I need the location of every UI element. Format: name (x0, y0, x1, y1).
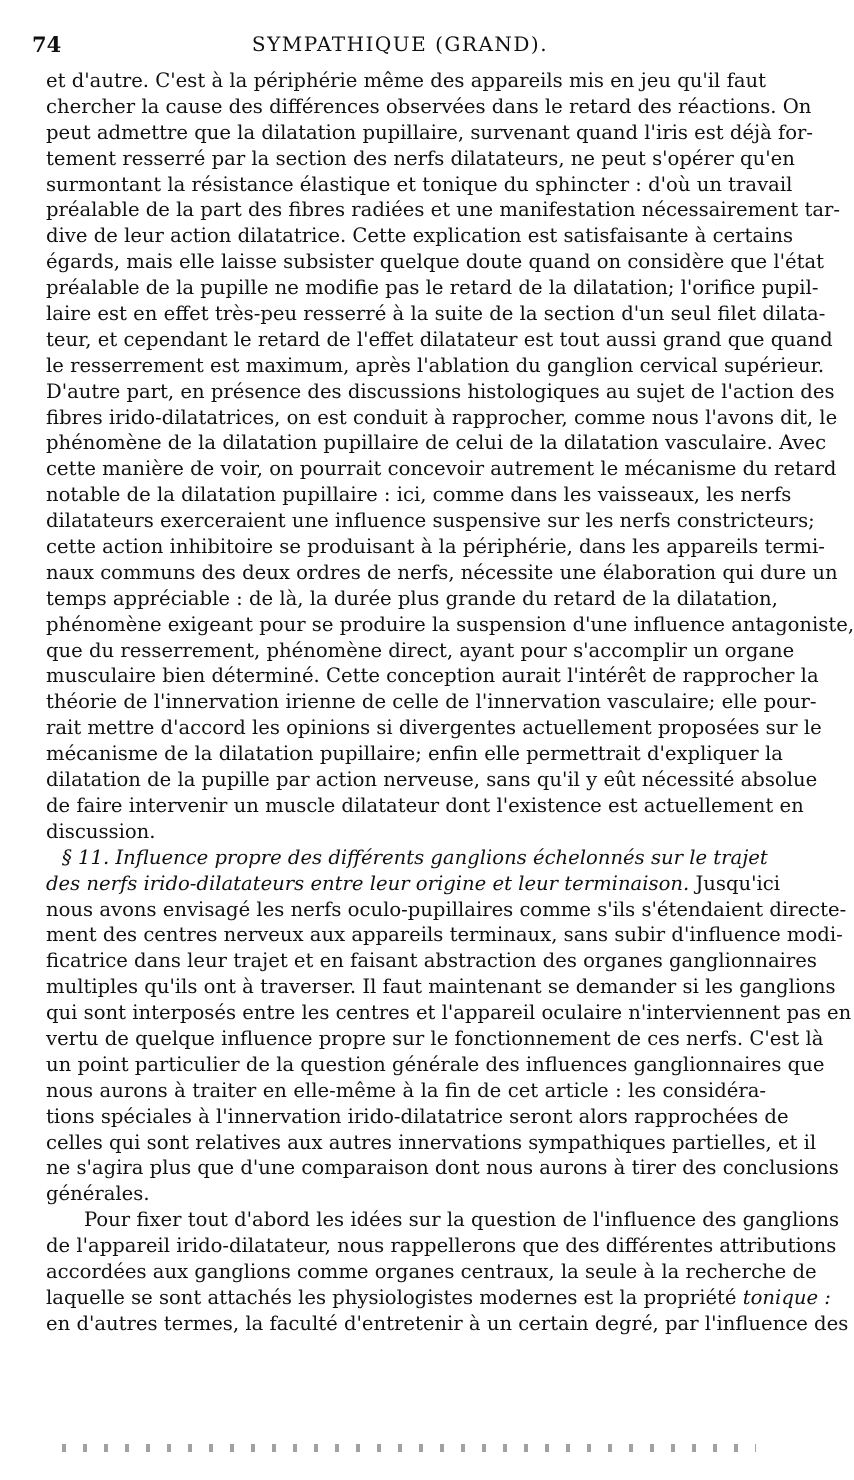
text-line: celles qui sont relatives aux autres innervations sympathiques partielles, et il (46, 1130, 817, 1154)
text-fragment: laquelle se sont attachés les physiologistes modernes est la propriété (46, 1285, 737, 1309)
text-line: générales. (46, 1182, 150, 1206)
text-line: vertu de quelque influence propre sur le fonctionnement de ces nerfs. C'est là (46, 1026, 824, 1050)
text-line: égards, mais elle laisse subsister quelque doute quand on considère que l'état (46, 250, 825, 274)
text-line: multiples qu'ils ont à traverser. Il faut maintenant se demander si les ganglions (46, 975, 836, 999)
text-line: tions spéciales à l'innervation irido-dilatatrice seront alors rapprochées de (46, 1104, 789, 1128)
text-line: D'autre part, en présence des discussions histologiques au sujet de l'action des (46, 379, 835, 403)
text-line: fibres irido-dilatatrices, on est conduit à rapprocher, comme nous l'avons dit, le (46, 405, 838, 429)
text-line: phénomène exigeant pour se produire la suspension d'une influence antagoniste, (46, 612, 854, 636)
text-line: musculaire bien déterminé. Cette conception aurait l'intérêt de rapprocher la (46, 664, 819, 688)
text-line: nous avons envisagé les nerfs oculo-pupillaires comme s'ils s'étendaient directe- (46, 897, 847, 921)
text-line: phénomène de la dilatation pupillaire de celui de la dilatation vasculaire. Avec (46, 431, 827, 455)
text-line: rait mettre d'accord les opinions si divergentes actuellement proposées sur le (46, 716, 822, 740)
section-heading-end: des nerfs irido-dilatateurs entre leur origine et leur terminaison. (46, 871, 690, 895)
text-line: de l'appareil irido-dilatateur, nous rappellerons que des différentes attributions (46, 1234, 837, 1258)
text-line: discussion. (46, 819, 156, 843)
page-number: 74 (32, 32, 62, 57)
text-line: nous aurons à traiter en elle-même à la fin de cet article : les considéra- (46, 1078, 766, 1102)
text-line: préalable de la pupille ne modifie pas le retard de la dilatation; l'orifice pupil- (46, 276, 819, 300)
section-heading: § 11. Influence propre des différents ganglions échelonnés sur le trajet (62, 845, 768, 869)
text-line: et d'autre. C'est à la périphérie même des appareils mis en jeu qu'il faut (46, 69, 766, 92)
text-line: laire est en effet très-peu resserré à la suite de la section d'un seul filet dilata- (46, 302, 826, 326)
text-line: qui sont interposés entre les centres et l'appareil oculaire n'interviennent pas en (46, 1001, 852, 1025)
text-line: chercher la cause des différences observées dans le retard des réactions. On (46, 94, 812, 118)
text-line: cette manière de voir, on pourrait concevoir autrement le mécanisme du retard (46, 457, 837, 481)
text-line: dilatation de la pupille par action nerveuse, sans qu'il y eût nécessité absolue (46, 768, 818, 792)
text-line: préalable de la part des fibres radiées et une manifestation nécessairement tar- (46, 198, 841, 222)
text-line: accordées aux ganglions comme organes centraux, la seule à la recherche de (46, 1259, 817, 1283)
section-heading-continued (46, 871, 781, 897)
text-line: un point particulier de la question générale des influences ganglionnaires que (46, 1052, 825, 1076)
footer-print-marks (62, 1444, 756, 1452)
text-line: que du resserrement, phénomène direct, ayant pour s'accomplir un organe (46, 638, 795, 662)
text-line: en d'autres termes, la faculté d'entretenir à un certain degré, par l'influence des (46, 1311, 849, 1335)
text-line: teur, et cependant le retard de l'effet dilatateur est tout aussi grand que quand (46, 327, 833, 351)
text-line: ment des centres nerveux aux appareils terminaux, sans subir d'influence modi- (46, 923, 843, 947)
text-line: ficatrice dans leur trajet et en faisant abstraction des organes ganglionnaires (46, 949, 817, 973)
text-line: cette action inhibitoire se produisant à la périphérie, dans les appareils termi- (46, 535, 825, 559)
text-line: Pour fixer tout d'abord les idées sur la question de l'influence des ganglions (84, 1208, 840, 1232)
running-title: SYMPATHIQUE (GRAND). (251, 32, 549, 56)
page-body (46, 68, 854, 1337)
text-line: le resserrement est maximum, après l'ablation du ganglion cervical supérieur. (46, 353, 825, 377)
text-line: temps appréciable : de là, la durée plus grande du retard de la dilatation, (46, 586, 778, 610)
text-line-with-italic (46, 1285, 831, 1311)
text-line: surmontant la résistance élastique et tonique du sphincter : d'où un travail (46, 172, 793, 196)
text-line: dilatateurs exerceraient une influence suspensive sur les nerfs constricteurs; (46, 509, 815, 533)
text-line: de faire intervenir un muscle dilatateur dont l'existence est actuellement en (46, 793, 804, 817)
text-line: notable de la dilatation pupillaire : ici, comme dans les vaisseaux, les nerfs (46, 483, 792, 507)
running-header (30, 26, 770, 60)
text-line: ne s'agira plus que d'une comparaison dont nous aurons à tirer des conclusions (46, 1156, 839, 1180)
text-line: théorie de l'innervation irienne de celle de l'innervation vasculaire; elle pour- (46, 690, 817, 714)
text-line: peut admettre que la dilatation pupillaire, survenant quand l'iris est déjà for- (46, 120, 814, 144)
italic-term: tonique : (742, 1285, 831, 1309)
text-line: mécanisme de la dilatation pupillaire; enfin elle permettrait d'expliquer la (46, 742, 783, 766)
text-fragment: Jusqu'ici (689, 871, 781, 895)
text-line: naux communs des deux ordres de nerfs, nécessite une élaboration qui dure un (46, 560, 838, 584)
text-line: dive de leur action dilatatrice. Cette explication est satisfaisante à certains (46, 224, 794, 248)
text-line: tement resserré par la section des nerfs dilatateurs, ne peut s'opérer qu'en (46, 146, 795, 170)
